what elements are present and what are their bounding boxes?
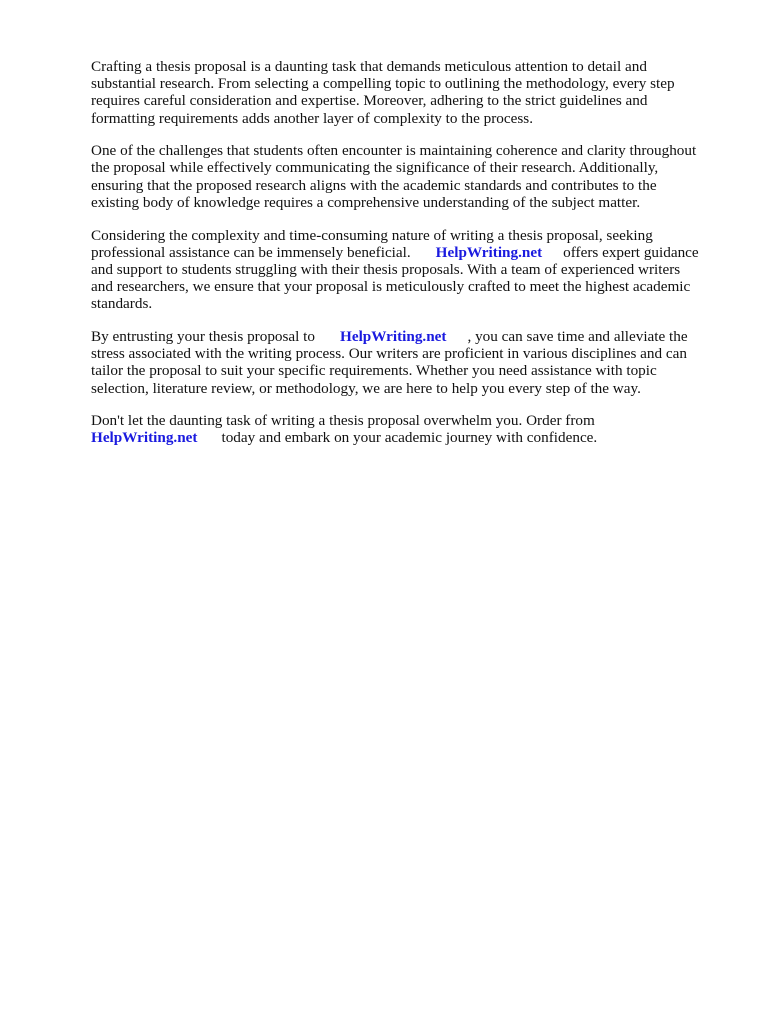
- paragraph-line: Don't let the daunting task of writing a thesis proposal overwhelm you. Order from: [91, 412, 595, 430]
- paragraph-line: [91, 328, 721, 345]
- helpwriting-link[interactable]: HelpWriting.net: [340, 327, 447, 345]
- paragraph-line: [91, 244, 721, 261]
- line-text: today and embark on your academic journey with confidence.: [221, 429, 598, 447]
- paragraph-assistance: [91, 227, 721, 313]
- paragraph-line: Crafting a thesis proposal is a daunting task that demands meticulous attention to detail and: [91, 58, 647, 75]
- line-text: professional assistance can be immensely beneficial.: [91, 243, 411, 261]
- paragraph-entrusting: [91, 328, 721, 397]
- paragraph-line: substantial research. From selecting a compelling topic to outlining the methodology, every step: [91, 75, 675, 93]
- paragraph-line: ensuring that the proposed research aligns with the academic standards and contributes to the: [91, 176, 657, 194]
- document-page: [91, 58, 721, 462]
- paragraph-line: existing body of knowledge requires a comprehensive understanding of the subject matter.: [91, 193, 641, 211]
- helpwriting-link[interactable]: HelpWriting.net: [91, 429, 198, 447]
- paragraph-line: the proposal while effectively communicating the significance of their research. Additionally,: [91, 159, 659, 177]
- paragraph-line: [91, 429, 721, 446]
- paragraph-line: standards.: [91, 295, 153, 313]
- paragraph-line: and researchers, we ensure that your proposal is meticulously crafted to meet the highest academic: [91, 278, 691, 296]
- paragraph-closing: [91, 412, 721, 446]
- paragraph-line: and support to students struggling with their thesis proposals. With a team of experienced writers: [91, 260, 681, 278]
- line-text: offers expert guidance: [563, 243, 699, 261]
- paragraph-line: selection, literature review, or methodology, we are here to help you every step of the way.: [91, 379, 641, 397]
- paragraph-line: formatting requirements adds another layer of complexity to the process.: [91, 109, 533, 127]
- paragraph-line: One of the challenges that students often encounter is maintaining coherence and clarity throughout: [91, 142, 697, 160]
- paragraph-line: Considering the complexity and time-consuming nature of writing a thesis proposal, seeking: [91, 226, 653, 244]
- line-text: By entrusting your thesis proposal to: [91, 327, 316, 345]
- paragraph-challenges: [91, 142, 721, 211]
- paragraph-intro: [91, 58, 721, 127]
- paragraph-line: requires careful consideration and expertise. Moreover, adhering to the strict guidelines and: [91, 92, 648, 110]
- helpwriting-link[interactable]: HelpWriting.net: [435, 243, 543, 261]
- paragraph-line: stress associated with the writing process. Our writers are proficient in various disciplines and can: [91, 345, 687, 363]
- paragraph-line: tailor the proposal to suit your specific requirements. Whether you need assistance with topic: [91, 362, 657, 380]
- line-text: , you can save time and alleviate the: [467, 327, 688, 345]
